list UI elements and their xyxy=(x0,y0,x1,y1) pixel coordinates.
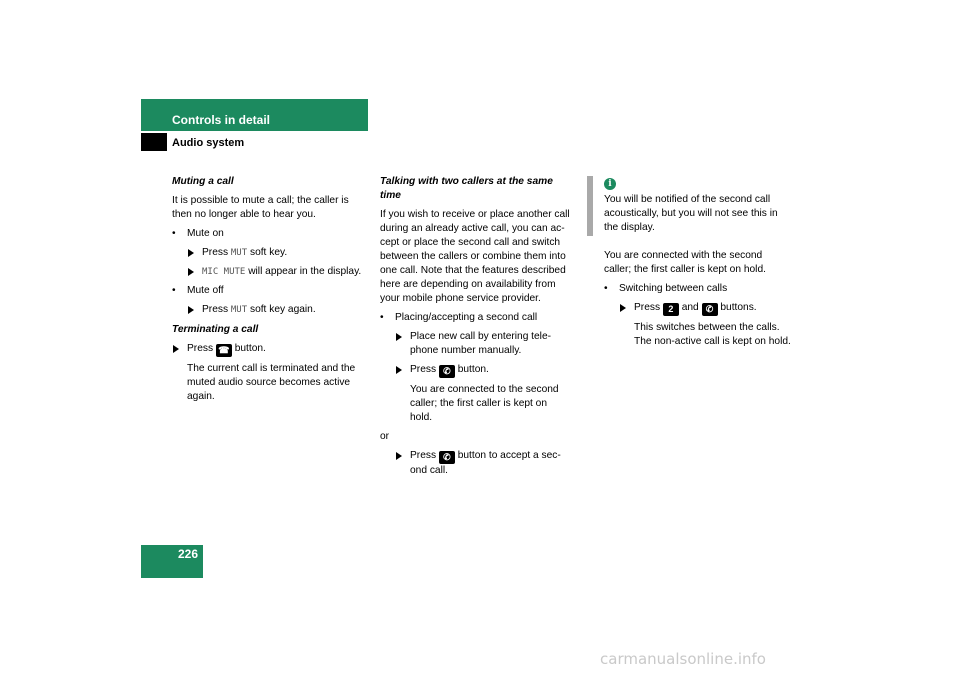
bullet-mute-off: • Mute off xyxy=(172,284,372,298)
info-bar xyxy=(587,176,593,236)
key-2-icon: 2 xyxy=(663,303,679,316)
info-icon: i xyxy=(604,178,616,190)
step-press-send: Press ✆ button. xyxy=(395,363,580,378)
text-line: ond call. xyxy=(410,465,448,476)
heading-two-callers-cont: time xyxy=(380,190,401,201)
text-line: caller; the first caller is kept on hold. xyxy=(604,264,766,275)
text-line: You are connected to the second xyxy=(410,384,559,395)
step-press-mut-again: Press MUT soft key again. xyxy=(187,303,372,317)
heading-muting: Muting a call xyxy=(172,176,234,187)
step-enter-number: Place new call by entering tele- xyxy=(395,330,580,344)
text-line: between the callers or combine them into xyxy=(380,251,566,262)
column-left xyxy=(172,175,372,404)
heading-two-callers: Talking with two callers at the same xyxy=(380,176,553,187)
step-mic-mute: MIC MUTE will appear in the display. xyxy=(187,265,372,279)
text-line: again. xyxy=(187,391,215,402)
info-box xyxy=(604,193,794,235)
text-line: You will be notified of the second call xyxy=(604,194,771,205)
text-line: The non-active call is kept on hold. xyxy=(634,336,791,347)
step-press-mut: Press MUT soft key. xyxy=(187,246,372,260)
text-line: phone number manually. xyxy=(410,345,522,356)
end-call-icon: ☎ xyxy=(216,344,232,357)
text-line: here are depending on availability from xyxy=(380,279,556,290)
section-title: Controls in detail xyxy=(172,113,271,127)
column-right xyxy=(604,249,804,349)
text-line: You are connected with the second xyxy=(604,250,763,261)
text-line: your mobile phone service provider. xyxy=(380,293,541,304)
text-line: If you wish to receive or place another call xyxy=(380,209,570,220)
text-line: cept or place the second call and switch xyxy=(380,237,561,248)
step-press-end: Press ☎ button. xyxy=(172,342,372,357)
text-line: The current call is terminated and the xyxy=(187,363,356,374)
text-line: then no longer able to hear you. xyxy=(172,209,316,220)
text-line: This switches between the calls. xyxy=(634,322,780,333)
heading-terminating: Terminating a call xyxy=(172,324,259,335)
step-press-switch: Press 2 and ✆ buttons. xyxy=(619,301,804,316)
text-line: It is possible to mute a call; the caller is xyxy=(172,195,349,206)
text-line: caller; the first caller is kept on xyxy=(410,398,548,409)
footer-watermark: carmanualsonline.info xyxy=(600,650,766,668)
text-or: or xyxy=(380,431,390,442)
text-line: hold. xyxy=(410,412,433,423)
header-square xyxy=(141,133,167,151)
bullet-second-call: • Placing/accepting a second call xyxy=(380,311,580,325)
text-line: during an already active call, you can ac- xyxy=(380,223,565,234)
text-line: muted audio source becomes active xyxy=(187,377,351,388)
send-call-icon: ✆ xyxy=(439,451,455,464)
step-accept-call: Press ✆ button to accept a sec- xyxy=(395,449,580,464)
text-line: acoustically, but you will not see this in xyxy=(604,208,778,219)
text-line: one call. Note that the features described xyxy=(380,265,566,276)
bullet-mute-on: • Mute on xyxy=(172,227,372,241)
send-call-icon: ✆ xyxy=(702,303,718,316)
page-number: 226 xyxy=(177,547,198,561)
send-call-icon: ✆ xyxy=(439,365,455,378)
bullet-switching: • Switching between calls xyxy=(604,282,804,296)
column-middle xyxy=(380,175,580,478)
text-line: the display. xyxy=(604,222,655,233)
section-subtitle: Audio system xyxy=(172,137,245,149)
